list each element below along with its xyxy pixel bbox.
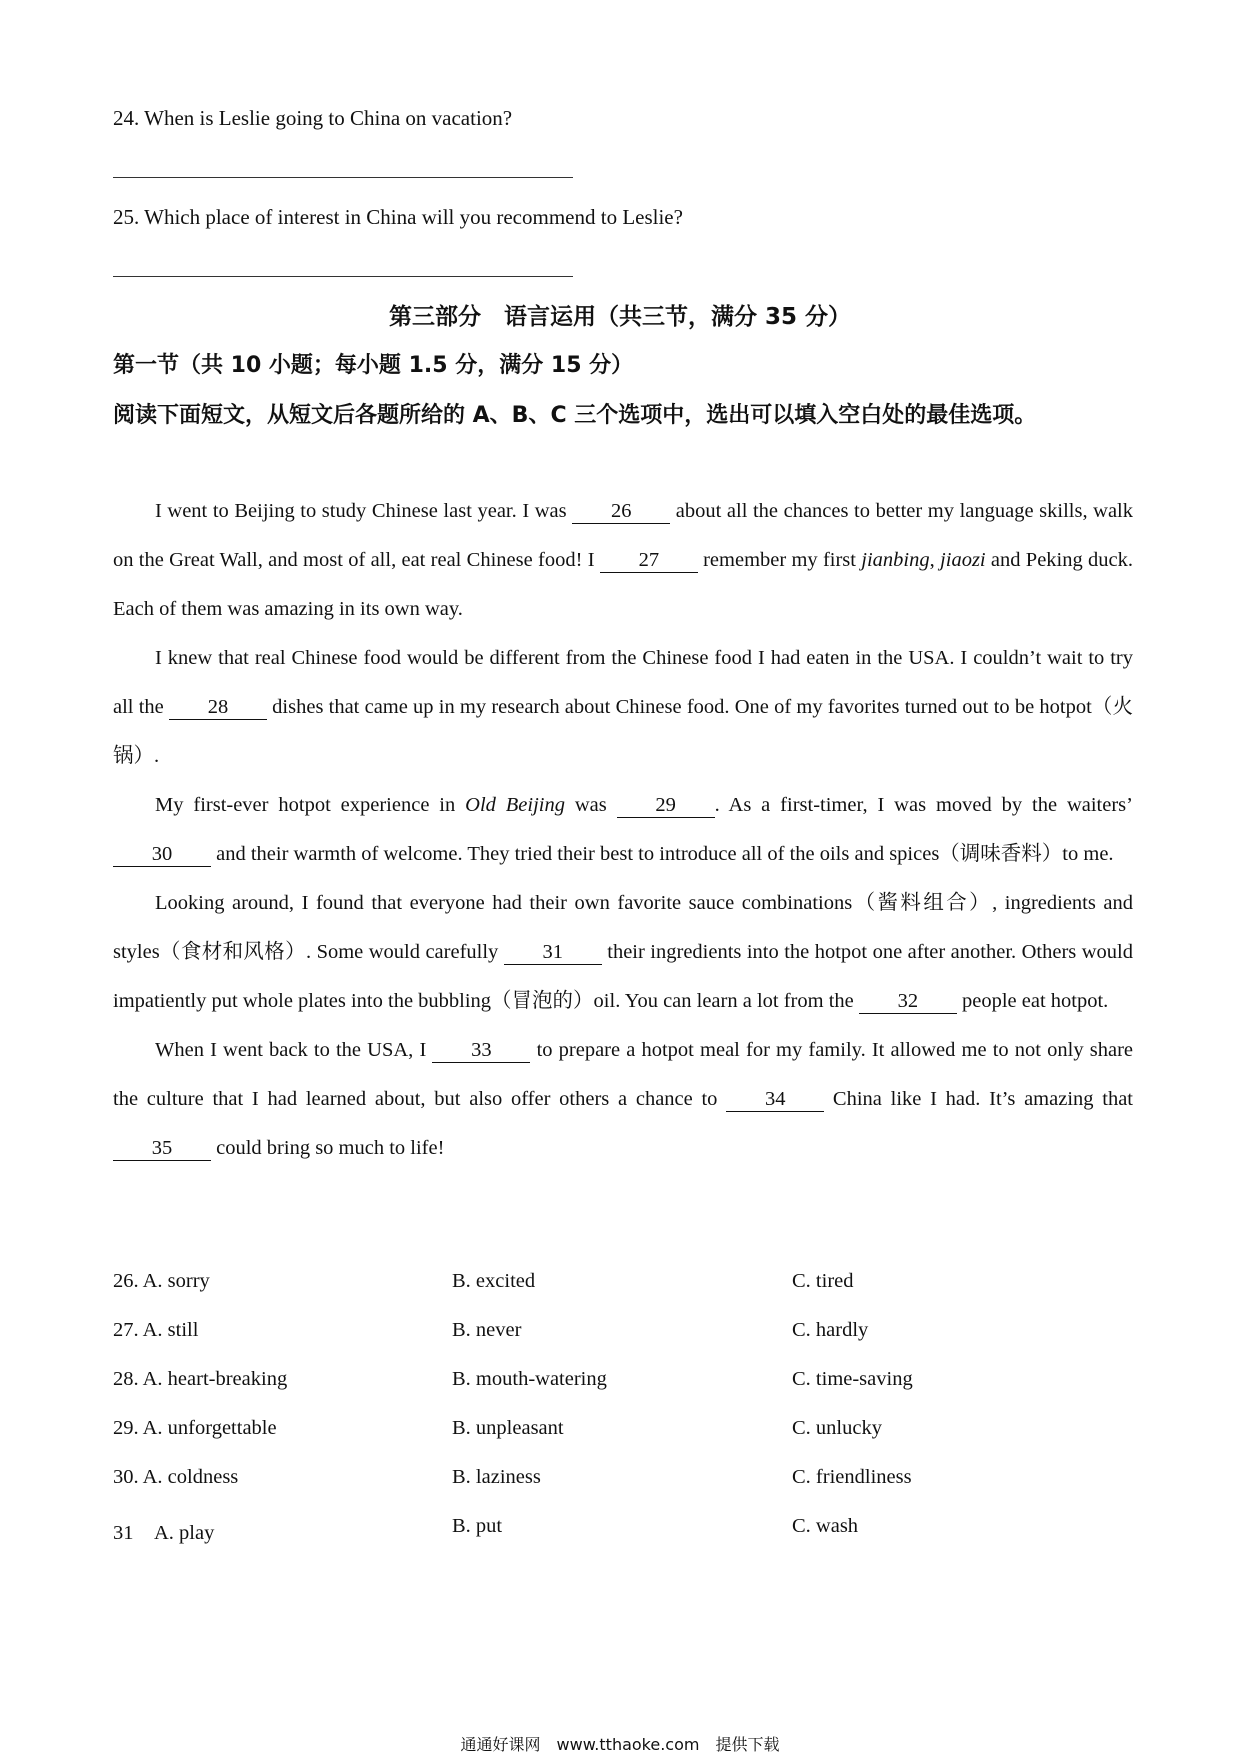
blank-32[interactable]: 32 [859, 990, 957, 1014]
option-b[interactable]: B. laziness [452, 1466, 541, 1488]
blank-31[interactable]: 31 [504, 941, 602, 965]
blank-34[interactable]: 34 [726, 1088, 824, 1112]
question-24: 24. When is Leslie going to China on vacation? [113, 106, 513, 130]
option-c[interactable]: C. hardly [792, 1319, 869, 1341]
section-title: 第三部分 语言运用（共三节，满分 35 分） [388, 304, 852, 330]
question-25: 25. Which place of interest in China will you recommend to Leslie? [113, 205, 683, 229]
option-b[interactable]: B. never [452, 1319, 522, 1341]
blank-33[interactable]: 33 [432, 1039, 530, 1063]
paragraph-2: I knew that real Chinese food would be different from the Chinese food I had eaten in the USA. I couldn’t wait to try all the 28 dishes that came up in my research about Chinese food. One of my favorites turned out to be hotpot（火锅）. [113, 647, 1133, 767]
option-b[interactable]: B. unpleasant [452, 1417, 564, 1439]
option-c[interactable]: C. unlucky [792, 1417, 882, 1439]
section-subtitle: 第一节（共 10 小题；每小题 1.5 分，满分 15 分） [113, 353, 634, 378]
paragraph-3: My first-ever hotpot experience in Old Beijing was 29 . As a first-timer, I was moved by the waiters’ 30 and their warmth of welcome. They tried their best to introduce all of the oils and spices（调味香料）to me. [113, 781, 1133, 879]
option-c[interactable]: C. wash [792, 1515, 859, 1537]
option-c[interactable]: C. friendliness [792, 1466, 912, 1488]
cloze-passage [113, 487, 1133, 1173]
options-row-27 [113, 1319, 1133, 1368]
option-a[interactable]: 29. A. unforgettable [113, 1417, 277, 1439]
option-a[interactable]: 26. A. sorry [113, 1270, 210, 1292]
paragraph-1: I went to Beijing to study Chinese last year. I was 26 about all the chances to better my language skills, walk on the Great Wall, and most of all, eat real Chinese food! I 27 remember my first jianbing, jiaozi and Peking duck. Each of them was amazing in its own way. [113, 500, 1134, 620]
blank-28[interactable]: 28 [169, 696, 267, 720]
option-b[interactable]: B. excited [452, 1270, 536, 1292]
option-a[interactable]: 30. A. coldness [113, 1466, 239, 1488]
option-a[interactable]: 27. A. still [113, 1319, 199, 1341]
paragraph-4: Looking around, I found that everyone had their own favorite sauce combinations（酱料组合）, ingredients and styles（食材和风格）. Some would carefully 31 their ingredients into the hotpot one after another. Others would impatiently put whole plates into the bubbling（冒泡的）oil. You can learn a lot from the 32 people eat hotpot. [113, 892, 1133, 1012]
blank-27[interactable]: 27 [600, 549, 698, 573]
blank-26[interactable]: 26 [572, 500, 670, 524]
answer-options [113, 1270, 1133, 1564]
option-c[interactable]: C. time-saving [792, 1368, 913, 1390]
options-row-31 [113, 1515, 1133, 1564]
options-row-26 [113, 1270, 1133, 1319]
section-instruction: 阅读下面短文，从短文后各题所给的 A、B、C 三个选项中，选出可以填入空白处的最佳选项。 [113, 403, 1037, 428]
option-a[interactable]: 31 A. play [113, 1522, 215, 1544]
answer-line-25[interactable] [113, 276, 573, 277]
blank-30[interactable]: 30 [113, 843, 211, 867]
options-row-30 [113, 1466, 1133, 1515]
paragraph-5: When I went back to the USA, I 33 to prepare a hotpot meal for my family. It allowed me to not only share the culture that I had learned about, but also offer others a chance to 34 China like I had. It’s amazing that 35 could bring so much to life! [113, 1039, 1133, 1159]
option-c[interactable]: C. tired [792, 1270, 854, 1292]
options-row-29 [113, 1417, 1133, 1466]
option-a[interactable]: 28. A. heart-breaking [113, 1368, 288, 1390]
blank-35[interactable]: 35 [113, 1137, 211, 1161]
page-footer: 通通好课网 www.tthaoke.com 提供下载 [460, 1735, 780, 1754]
option-b[interactable]: B. mouth-watering [452, 1368, 607, 1390]
option-b[interactable]: B. put [452, 1515, 503, 1537]
options-row-28 [113, 1368, 1133, 1417]
answer-line-24[interactable] [113, 177, 573, 178]
blank-29[interactable]: 29 [617, 794, 715, 818]
